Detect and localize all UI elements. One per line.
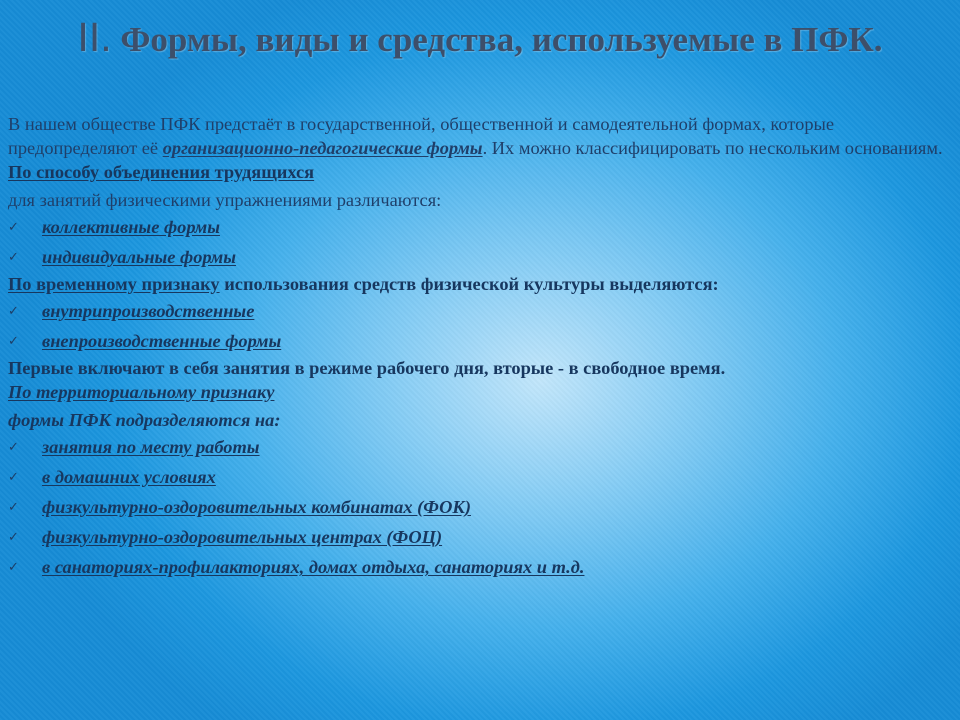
list-item: ✓ занятия по месту работы xyxy=(8,432,952,462)
slide-body xyxy=(8,112,952,582)
intro-text-1: В нашем обществе ПФК предстаёт в государственной, общественной и самодеятельной формах, которые предопределяют её xyxy=(8,114,835,158)
list-item: ✓ физкультурно-оздоровительных комбинатах (ФОК) xyxy=(8,492,952,522)
check-icon: ✓ xyxy=(8,303,19,318)
section2-note: Первые включают в себя занятия в режиме рабочего дня, вторые - в свободное время. xyxy=(8,358,726,378)
slide-title xyxy=(20,14,940,63)
list-item: ✓ в домашних условиях xyxy=(8,462,952,492)
list-item: ✓ индивидуальные формы xyxy=(8,242,952,272)
title-roman-numeral: II. xyxy=(77,14,112,60)
list-item: ✓ внепроизводственные формы xyxy=(8,326,952,356)
section1-heading xyxy=(8,160,952,184)
title-text: Формы, виды и средства, используемые в ПФК. xyxy=(111,20,883,59)
section1-text: для занятий физическими упражнениями различаются: xyxy=(8,190,442,210)
intro-emphasis: организационно-педагогические формы xyxy=(162,138,483,158)
check-icon: ✓ xyxy=(8,499,19,514)
section1-heading-text: По способу объединения трудящихся xyxy=(8,162,315,182)
check-icon: ✓ xyxy=(8,219,19,234)
list-item: ✓ в санаториях-профилакториях, домах отдыха, санаториях и т.д. xyxy=(8,552,952,582)
section2-heading xyxy=(8,272,952,296)
check-icon: ✓ xyxy=(8,559,19,574)
check-icon: ✓ xyxy=(8,529,19,544)
list-item: ✓ внутрипроизводственные xyxy=(8,296,952,326)
check-icon: ✓ xyxy=(8,469,19,484)
section2-heading-underlined: По временному признаку xyxy=(8,274,220,294)
intro-text-2: . Их можно классифицировать по нескольким основаниям. xyxy=(482,138,943,158)
list-item: ✓ коллективные формы xyxy=(8,212,952,242)
section3-heading xyxy=(8,380,952,404)
check-icon: ✓ xyxy=(8,439,19,454)
check-icon: ✓ xyxy=(8,249,19,264)
section2-heading-rest: использования средств физической культуры выделяются: xyxy=(219,274,719,294)
check-icon: ✓ xyxy=(8,333,19,348)
section3-text: формы ПФК подразделяются на: xyxy=(8,410,281,430)
intro-paragraph xyxy=(8,112,952,160)
section3-heading-text: По территориальному признаку xyxy=(8,382,275,402)
list-item: ✓ физкультурно-оздоровительных центрах (ФОЦ) xyxy=(8,522,952,552)
